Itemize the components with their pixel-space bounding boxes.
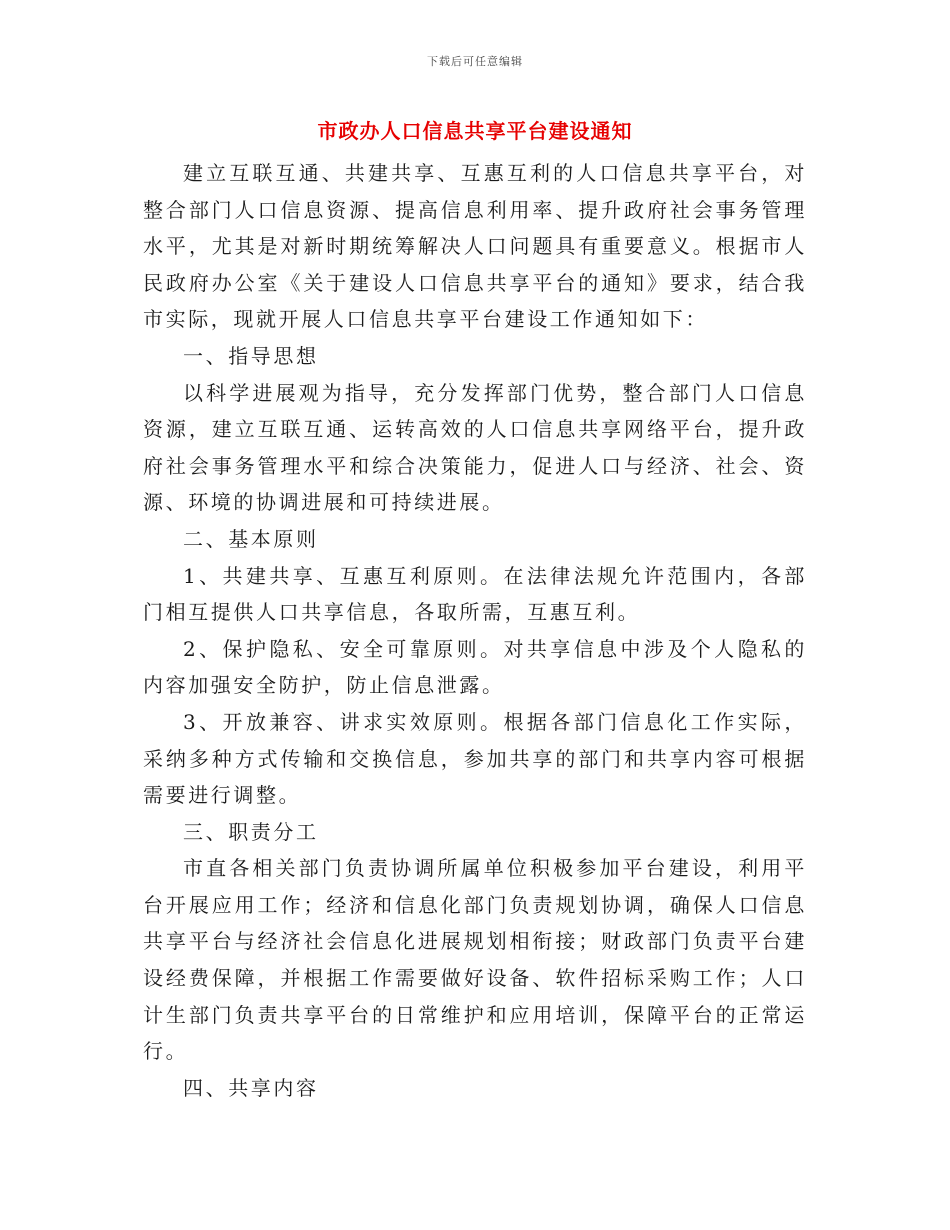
paragraph-guiding-ideology: 以科学进展观为指导，充分发挥部门优势，整合部门人口信息资源，建立互联互通、运转高效的人口信息共享网络平台，提升政府社会事务管理水平和综合决策能力，促进人口与经济、社会、资源、环境的协调进展和可持续进展。 [143,380,807,515]
section-heading-shared-content: 四、共享内容 [183,1075,319,1100]
paragraph-principle-3: 3、开放兼容、讲求实效原则。根据各部门信息化工作实际，采纳多种方式传输和交换信息，参加共享的部门和共享内容可根据需要进行调整。 [143,709,807,808]
paragraph-intro: 建立互联互通、共建共享、互惠互利的人口信息共享平台，对整合部门人口信息资源、提高信息利用率、提升政府社会事务管理水平，尤其是对新时期统筹解决人口问题具有重要意义。根据市人民政府办公室《关于建设人口信息共享平台的通知》要求，结合我市实际，现就开展人口信息共享平台建设工作通知如下： [143,161,807,332]
section-heading-guiding-ideology: 一、指导思想 [183,343,319,368]
section-heading-responsibilities: 三、职责分工 [183,819,319,844]
paragraph-principle-1: 1、共建共享、互惠互利原则。在法律法规允许范围内，各部门相互提供人口共享信息，各取所需，互惠互利。 [143,563,807,625]
section-heading-basic-principles: 二、基本原则 [183,526,319,551]
paragraph-principle-2: 2、保护隐私、安全可靠原则。对共享信息中涉及个人隐私的内容加强安全防护，防止信息泄露。 [143,636,807,698]
page-header-note: 下载后可任意编辑 [427,55,523,68]
document-title: 市政办人口信息共享平台建设通知 [317,119,633,143]
paragraph-responsibilities: 市直各相关部门负责协调所属单位积极参加平台建设，利用平台开展应用工作；经济和信息化部门负责规划协调，确保人口信息共享平台与经济社会信息化进展规划相衔接；财政部门负责平台建设经费保障，并根据工作需要做好设备、软件招标采购工作；人口计生部门负责共享平台的日常维护和应用培训，保障平台的正常运行。 [143,856,807,1064]
document-body [143,155,807,1106]
